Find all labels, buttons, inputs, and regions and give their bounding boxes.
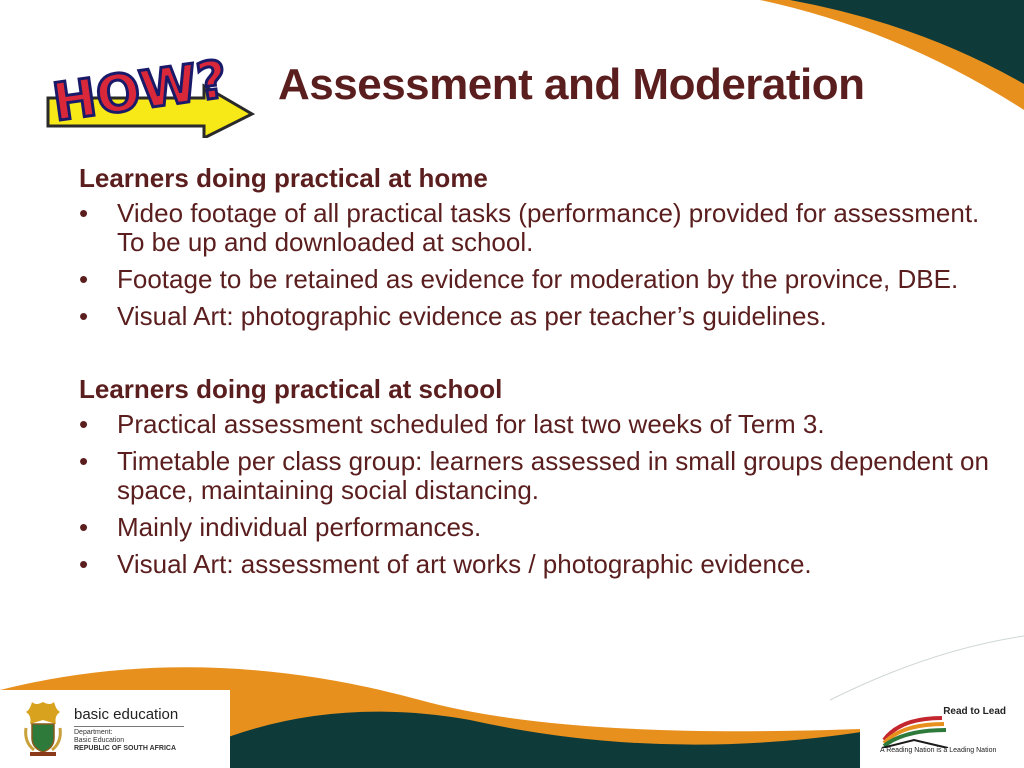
bullet-text: Timetable per class group: learners assessed in small groups dependent on space, maintaining social distancing. bbox=[117, 446, 989, 505]
bullet-text: Mainly individual performances. bbox=[117, 512, 482, 542]
department-divider bbox=[74, 726, 184, 727]
section-heading-school: Learners doing practical at school bbox=[79, 374, 503, 404]
bullet-icon: • bbox=[79, 301, 89, 331]
campaign-title: Read to Lead bbox=[943, 706, 1006, 717]
department-name: basic education bbox=[74, 706, 179, 723]
list-item bbox=[79, 447, 989, 505]
list-item bbox=[79, 302, 989, 331]
list-item bbox=[79, 410, 989, 439]
how-logo-icon bbox=[44, 38, 256, 138]
section-heading-home: Learners doing practical at home bbox=[79, 163, 488, 193]
read-to-lead-logo bbox=[876, 702, 1012, 762]
coat-of-arms-icon bbox=[20, 698, 66, 758]
bullet-icon: • bbox=[79, 198, 89, 228]
bullet-text: Practical assessment scheduled for last two weeks of Term 3. bbox=[117, 409, 825, 439]
department-subtitle bbox=[74, 729, 176, 753]
bullet-text: Footage to be retained as evidence for moderation by the province, DBE. bbox=[117, 264, 959, 294]
campaign-tagline: A Reading Nation is a Leading Nation bbox=[880, 747, 997, 754]
bullet-icon: • bbox=[79, 549, 89, 579]
bullet-list-school bbox=[79, 410, 989, 579]
list-item bbox=[79, 199, 989, 257]
bullet-icon: • bbox=[79, 512, 89, 542]
slide-content bbox=[79, 164, 989, 587]
department-logo bbox=[20, 698, 200, 760]
list-item bbox=[79, 265, 989, 294]
department-line-3: REPUBLIC OF SOUTH AFRICA bbox=[74, 745, 177, 752]
bullet-text: Visual Art: photographic evidence as per teacher’s guidelines. bbox=[117, 301, 827, 331]
list-item bbox=[79, 550, 989, 579]
open-book-icon bbox=[880, 710, 950, 748]
how-logo-text: HOW? bbox=[49, 49, 232, 134]
department-line-2: Basic Education bbox=[74, 737, 125, 744]
bullet-icon: • bbox=[79, 446, 89, 476]
department-line-1: Department: bbox=[74, 729, 113, 736]
list-item bbox=[79, 513, 989, 542]
bullet-list-home bbox=[79, 199, 989, 331]
bullet-icon: • bbox=[79, 264, 89, 294]
bullet-text: Visual Art: assessment of art works / photographic evidence. bbox=[117, 549, 812, 579]
slide-title: Assessment and Moderation bbox=[278, 60, 865, 109]
bullet-icon: • bbox=[79, 409, 89, 439]
bullet-text: Video footage of all practical tasks (performance) provided for assessment. To be up and downloaded at school. bbox=[117, 198, 980, 257]
